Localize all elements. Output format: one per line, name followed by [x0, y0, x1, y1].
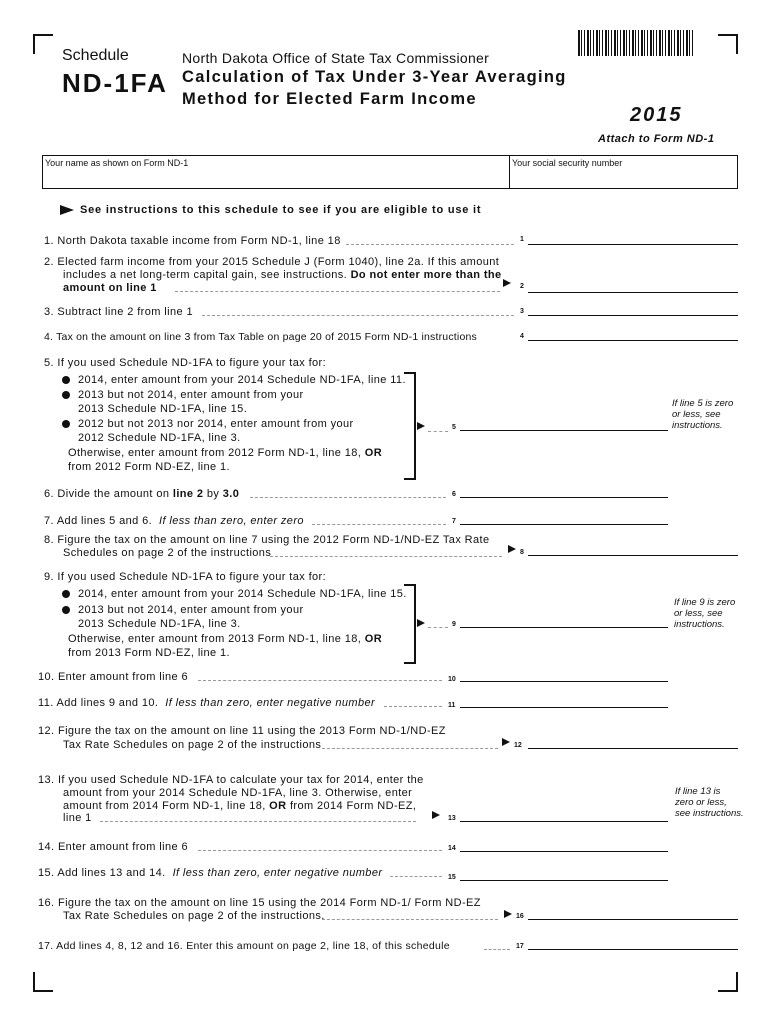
arrow-icon [503, 279, 511, 287]
line-6-number: 6 [452, 491, 456, 498]
side-note-line: instructions. [672, 420, 723, 431]
arrow-icon [504, 910, 512, 918]
line-14-text: 14. Enter amount from line 6 [38, 841, 188, 853]
line-13-side-note [675, 786, 744, 819]
line-15-number: 15 [448, 874, 456, 881]
corner-mark-top-right [718, 34, 738, 54]
leader-dots [250, 497, 446, 498]
line-13-text-b: amount from your 2014 Schedule ND-1FA, line 3. Otherwise, enter [63, 787, 413, 799]
bullet-icon [62, 590, 70, 598]
leader-dots [322, 748, 498, 749]
line-13-c-pre: amount from 2014 Form ND-1, line 18, [63, 800, 266, 812]
line-3-amount[interactable] [528, 315, 738, 316]
line-8-number: 8 [520, 549, 524, 556]
line-5-option-2b: 2013 Schedule ND-1FA, line 15. [78, 403, 248, 415]
line-2-number: 2 [520, 283, 524, 290]
line-12-amount[interactable] [528, 748, 738, 749]
leader-dots [484, 949, 510, 950]
line-11-note: If less than zero, enter negative number [165, 697, 376, 709]
leader-dots [202, 315, 514, 316]
line-13-text-a: 13. If you used Schedule ND-1FA to calculate your tax for 2014, enter the [38, 774, 424, 786]
leader-dots [384, 706, 442, 707]
line-1-text: 1. North Dakota taxable income from Form ND-1, line 18 [44, 235, 341, 247]
line-13-amount[interactable] [460, 821, 668, 822]
line-2-amount[interactable] [528, 292, 738, 293]
line-15-text [38, 866, 382, 880]
line-2-text-a: 2. Elected farm income from your 2015 Schedule J (Form 1040), line 2a. If this amount [44, 256, 500, 268]
line-5-option-1: 2014, enter amount from your 2014 Schedule ND-1FA, line 11. [78, 374, 406, 386]
or-word: OR [364, 633, 383, 645]
tax-year: 2015 [630, 104, 683, 126]
line-2-note: includes a net long-term capital gain, see instructions. [63, 269, 348, 281]
line-6-text [44, 487, 239, 501]
leader-dots [100, 821, 416, 822]
schedule-word: Schedule [62, 47, 129, 64]
form-id: ND-1FA [62, 68, 168, 98]
line-6-ref: line 2 [172, 488, 204, 500]
side-note-line: or less, see [672, 409, 721, 420]
line-4-amount[interactable] [528, 340, 738, 341]
line-15-note: If less than zero, enter negative number [172, 867, 383, 879]
form-title-line2: Method for Elected Farm Income [182, 90, 477, 108]
line-6-mid: by [206, 488, 220, 500]
line-16-text-b: Tax Rate Schedules on page 2 of the instructions. [63, 910, 325, 922]
leader-dots [428, 627, 448, 628]
line-5-option-2a: 2013 but not 2014, enter amount from your [78, 389, 304, 401]
bracket [404, 372, 416, 480]
line-11-text [38, 696, 375, 710]
line-9-amount[interactable] [460, 627, 668, 628]
side-note-line: instructions. [674, 619, 725, 630]
line-9-side-note [674, 597, 735, 630]
line-6-divisor: 3.0 [222, 488, 240, 500]
line-6-amount[interactable] [460, 497, 668, 498]
line-9-option-1: 2014, enter amount from your 2014 Schedule ND-1FA, line 15. [78, 588, 407, 600]
corner-mark-bottom-left [33, 972, 53, 992]
line-9-number: 9 [452, 621, 456, 628]
line-5-side-note [672, 398, 733, 431]
line-17-number: 17 [516, 943, 524, 950]
agency-name: North Dakota Office of State Tax Commissioner [182, 50, 490, 66]
line-4-number: 4 [520, 333, 524, 340]
line-3-number: 3 [520, 308, 524, 315]
line-9-text: 9. If you used Schedule ND-1FA to figure your tax for: [44, 571, 327, 583]
leader-dots [346, 244, 514, 245]
line-7-number: 7 [452, 518, 456, 525]
line-5-otherwise [68, 446, 382, 460]
line-15-main: 15. Add lines 13 and 14. [38, 867, 166, 879]
or-word: OR [364, 447, 383, 459]
arrow-icon [502, 738, 510, 746]
line-1-amount[interactable] [528, 244, 738, 245]
line-2-text-c: amount on line 1 [63, 282, 157, 294]
barcode [578, 30, 694, 56]
line-7-note: If less than zero, enter zero [159, 515, 304, 527]
ssn-field[interactable] [511, 170, 734, 186]
arrow-icon [417, 619, 425, 627]
leader-dots [390, 876, 442, 877]
line-9-otherwise [68, 632, 382, 646]
line-10-number: 10 [448, 676, 456, 683]
line-17-amount[interactable] [528, 949, 738, 950]
line-7-text [44, 514, 304, 528]
line-10-amount[interactable] [460, 681, 668, 682]
side-note-line: If line 5 is zero [672, 398, 734, 409]
side-note-line: If line 13 is [675, 786, 721, 797]
corner-mark-top-left [33, 34, 53, 54]
leader-dots [198, 680, 442, 681]
side-note-line: see instructions. [675, 808, 744, 819]
line-6-pre: 6. Divide the amount on [44, 488, 170, 500]
line-3-text: 3. Subtract line 2 from line 1 [44, 306, 193, 318]
line-10-text: 10. Enter amount from line 6 [38, 671, 188, 683]
line-13-number: 13 [448, 815, 456, 822]
line-5-amount[interactable] [460, 430, 668, 431]
line-17-text: 17. Add lines 4, 8, 12 and 16. Enter this amount on page 2, line 18, of this schedule [38, 940, 450, 952]
line-11-amount[interactable] [460, 707, 668, 708]
form-title-line1: Calculation of Tax Under 3-Year Averaging [182, 68, 567, 86]
line-15-amount[interactable] [460, 880, 668, 881]
leader-dots [322, 919, 498, 920]
leader-dots [198, 850, 442, 851]
name-field[interactable] [44, 170, 506, 186]
line-14-amount[interactable] [460, 851, 668, 852]
line-2-text-b [63, 268, 502, 282]
line-13-text-d: line 1 [63, 812, 92, 824]
line-4-text: 4. Tax on the amount on line 3 from Tax Table on page 20 of 2015 Form ND-1 instructions [44, 331, 477, 343]
box-divider [509, 155, 510, 188]
line-12-text-b: Tax Rate Schedules on page 2 of the instructions [63, 739, 322, 751]
side-note-line: zero or less, [675, 797, 727, 808]
line-13-text-c [63, 799, 416, 813]
line-16-number: 16 [516, 913, 524, 920]
bullet-icon [62, 391, 70, 399]
line-12-number: 12 [514, 742, 522, 749]
leader-dots [270, 556, 502, 557]
line-5-option-3b: 2012 Schedule ND-1FA, line 3. [78, 432, 241, 444]
name-label: Your name as shown on Form ND-1 [45, 158, 189, 168]
line-9-option-2b: 2013 Schedule ND-1FA, line 3. [78, 618, 241, 630]
line-8-text-a: 8. Figure the tax on the amount on line 7 using the 2012 Form ND-1/ND-EZ Tax Rate [44, 534, 490, 546]
pointer-arrow-icon [60, 205, 74, 215]
ssn-label: Your social security number [512, 158, 623, 168]
bullet-icon [62, 606, 70, 614]
bracket [404, 584, 416, 664]
line-11-number: 11 [448, 702, 456, 709]
line-16-amount[interactable] [528, 919, 738, 920]
arrow-icon [417, 422, 425, 430]
or-word: OR [269, 800, 287, 812]
arrow-icon [432, 811, 440, 819]
line-7-main: 7. Add lines 5 and 6. [44, 515, 153, 527]
leader-dots [428, 431, 448, 432]
arrow-icon [508, 545, 516, 553]
line-5-otherwise-text: Otherwise, enter amount from 2012 Form ND-1, line 18, [68, 447, 362, 459]
line-13-c-post: from 2014 Form ND-EZ, [289, 800, 417, 812]
leader-dots [175, 291, 500, 292]
line-12-text-a: 12. Figure the tax on the amount on line 11 using the 2013 Form ND-1/ND-EZ [38, 725, 446, 737]
line-16-text-a: 16. Figure the tax on the amount on line 15 using the 2014 Form ND-1/ Form ND-EZ [38, 897, 481, 909]
line-9-otherwise-text: Otherwise, enter amount from 2013 Form ND-1, line 18, [68, 633, 362, 645]
line-5-option-3a: 2012 but not 2013 nor 2014, enter amount from your [78, 418, 354, 430]
line-2-limit: Do not enter more than the [350, 269, 502, 281]
line-11-main: 11. Add lines 9 and 10. [38, 697, 159, 709]
line-5-text: 5. If you used Schedule ND-1FA to figure your tax for: [44, 357, 327, 369]
line-5-number: 5 [452, 424, 456, 431]
eligibility-note: See instructions to this schedule to see if you are eligible to use it [80, 204, 482, 216]
side-note-line: If line 9 is zero [674, 597, 736, 608]
line-8-text-b: Schedules on page 2 of the instructions [63, 547, 272, 559]
line-14-number: 14 [448, 845, 456, 852]
leader-dots [312, 524, 446, 525]
line-5-otherwise-b: from 2012 Form ND-EZ, line 1. [68, 461, 230, 473]
bullet-icon [62, 420, 70, 428]
line-1-number: 1 [520, 236, 524, 243]
line-7-amount[interactable] [460, 524, 668, 525]
line-8-amount[interactable] [528, 555, 738, 556]
line-9-option-2a: 2013 but not 2014, enter amount from your [78, 604, 304, 616]
bullet-icon [62, 376, 70, 384]
corner-mark-bottom-right [718, 972, 738, 992]
attach-note: Attach to Form ND-1 [598, 133, 715, 145]
line-9-otherwise-b: from 2013 Form ND-EZ, line 1. [68, 647, 230, 659]
side-note-line: or less, see [674, 608, 723, 619]
